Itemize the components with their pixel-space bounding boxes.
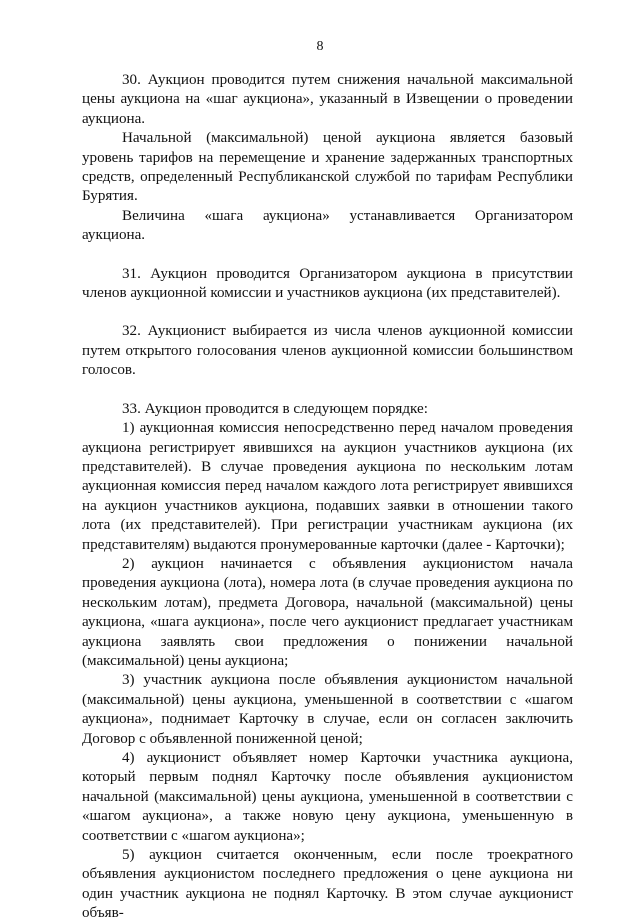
paragraph-33-item-1: 1) аукционная комиссия непосредственно перед началом проведения аукциона регистрирует явившихся на аукцион участников аукциона (их представителей). В случае проведения аукциона по нескольким лотам аукционная комиссия перед началом каждого лота регистрирует явившихся на аукцион участников аукциона, подавших заявки в отношении такого лота (их представителей). При регистрации участникам аукциона (их представителям) выдаются пронумерованные карточки (далее - Карточки);	[82, 420, 573, 553]
section-31	[82, 265, 573, 304]
paragraph-32-1: 32. Аукционист выбирается из числа членов аукционной комиссии путем открытого голосования членов аукционной комиссии большинством голосов.	[82, 323, 573, 379]
paragraph-30-3: Величина «шага аукциона» устанавливается Организатором аукциона.	[82, 207, 573, 244]
section-gap	[82, 381, 573, 400]
paragraph-33-item-2: 2) аукцион начинается с объявления аукционистом начала проведения аукциона (лота), номера лота (в случае проведения аукциона по нескольким лотам), предмета Договора, начальной (максимальной) цены аукциона, «шага аукциона», после чего аукционист предлагает участникам аукциона заявлять свои предложения о понижении начальной (максимальной) цены аукциона;	[82, 555, 573, 669]
paragraph-33-intro: 33. Аукцион проводится в следующем порядке:	[122, 400, 428, 417]
paragraph-31-1: 31. Аукцион проводится Организатором аукциона в присутствии членов аукционной комиссии и участников аукциона (их представителей).	[82, 265, 573, 302]
section-32	[82, 322, 573, 380]
section-33	[82, 400, 573, 924]
paragraph-30-2: Начальной (максимальной) ценой аукциона является базовый уровень тарифов на перемещение и хранение задержанных транспортных средств, определенный Республиканской службой по тарифам Республики Бурятия.	[82, 130, 573, 205]
section-gap	[82, 303, 573, 322]
paragraph-33-item-4: 4) аукционист объявляет номер Карточки участника аукциона, который первым поднял Карточку после объявления аукционистом начальной (максимальной) цены аукциона, уменьшенной в соответствии с «шагом аукциона», а также новую цену аукциона, уменьшенную в соответствии с «шагом аукциона»;	[82, 750, 573, 844]
section-30	[82, 71, 573, 246]
section-gap	[82, 246, 573, 265]
paragraph-33-item-5: 5) аукцион считается оконченным, если после троекратного объявления аукционистом последнего предложения о цене аукциона ни один участник аукциона не поднял Карточку. В этом случае аукционист объяв-	[82, 847, 573, 922]
document-body	[82, 71, 573, 924]
paragraph-30-1: 30. Аукцион проводится путем снижения начальной максимальной цены аукциона на «шаг аукциона», указанный в Извещении о проведении аукциона.	[82, 72, 573, 127]
paragraph-33-item-3: 3) участник аукциона после объявления аукционистом начальной (максимальной) цены аукциона, уменьшенной в соответствии с «шагом аукциона», поднимает Карточку в случае, если он согласен заключить Договор с объявленной пониженной ценой;	[82, 672, 573, 747]
page-number: 8	[316, 39, 324, 54]
